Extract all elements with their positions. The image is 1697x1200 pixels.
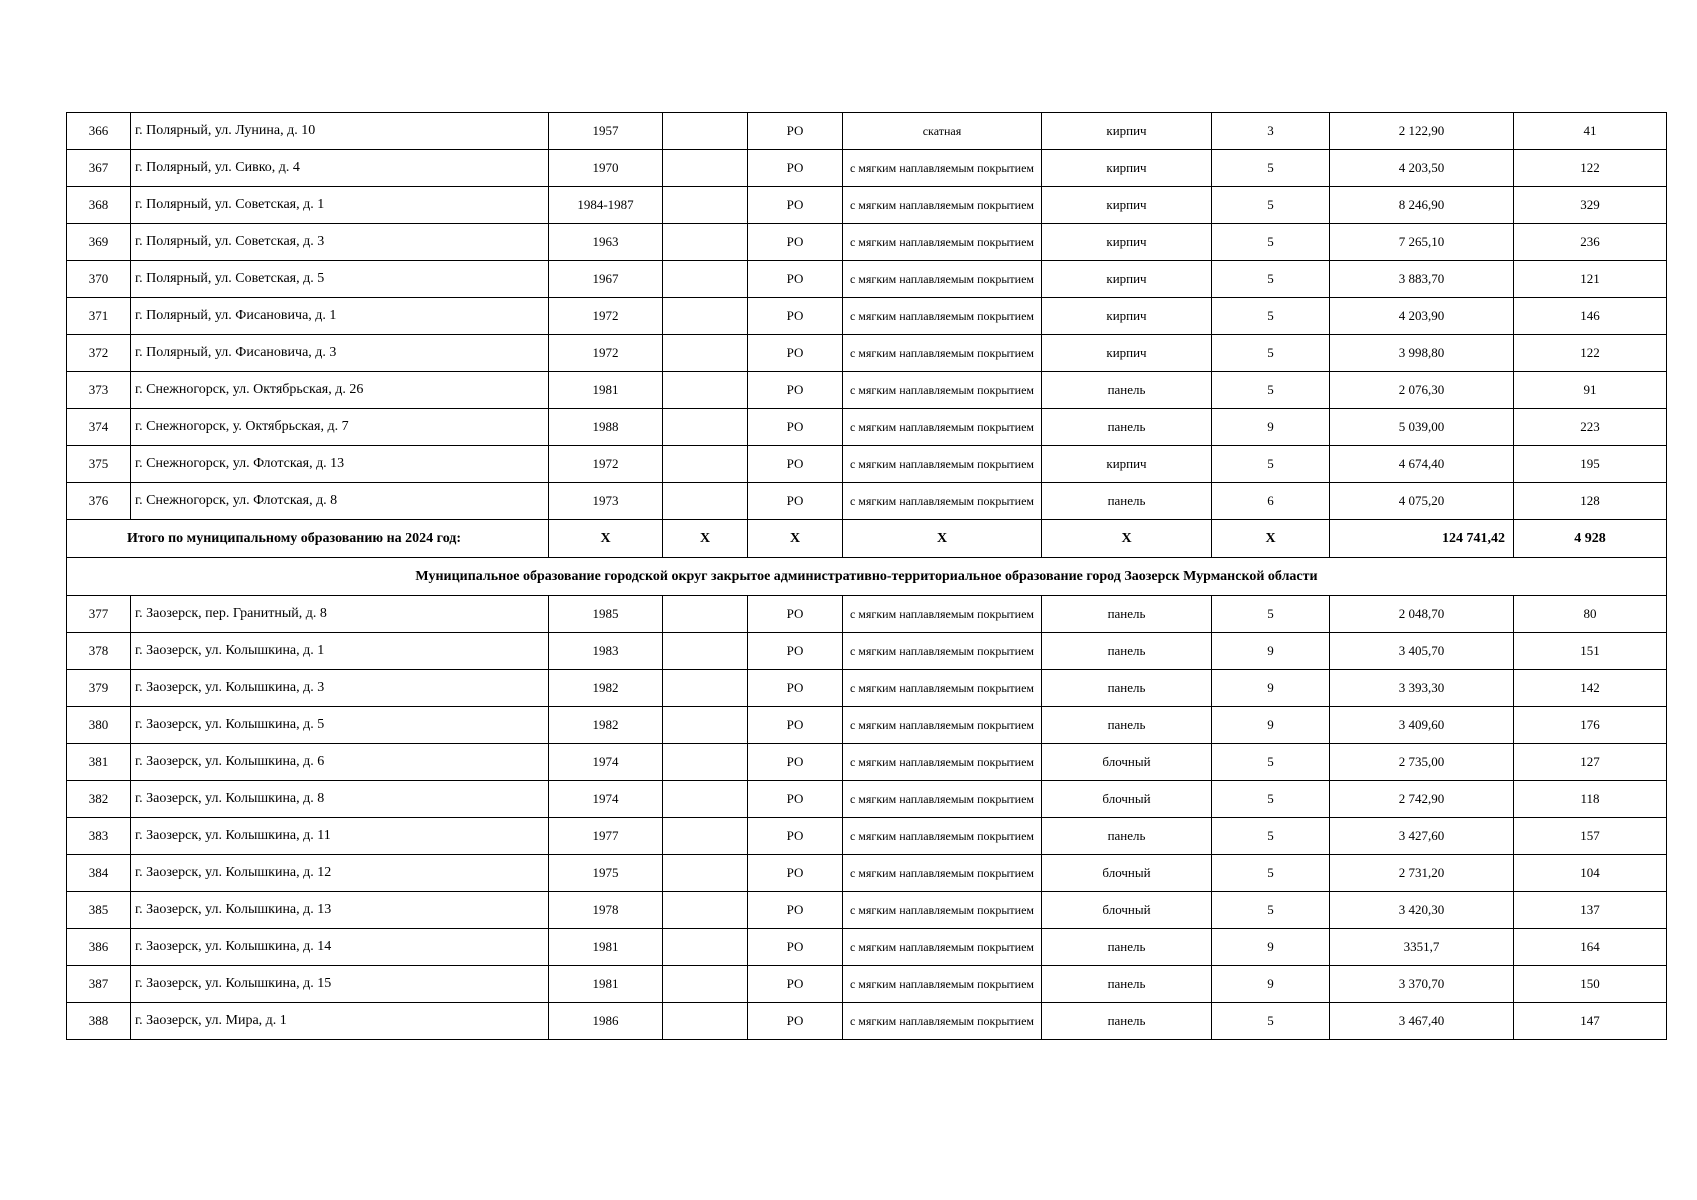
fund-cell: РО	[748, 855, 843, 892]
wall-material-cell: кирпич	[1042, 187, 1212, 224]
row-number: 366	[67, 113, 131, 150]
roof-type-cell: с мягким наплавляемым покрытием	[843, 483, 1042, 520]
roof-type-cell: с мягким наплавляемым покрытием	[843, 187, 1042, 224]
table-row	[67, 781, 1667, 818]
roof-type-cell: с мягким наплавляемым покрытием	[843, 409, 1042, 446]
area-cell: 2 742,90	[1330, 781, 1514, 818]
fund-cell: РО	[748, 670, 843, 707]
residents-cell: 122	[1514, 150, 1667, 187]
residents-cell: 121	[1514, 261, 1667, 298]
year-cell: 1986	[549, 1003, 663, 1040]
area-cell: 4 075,20	[1330, 483, 1514, 520]
table-row	[67, 707, 1667, 744]
floors-cell: 5	[1212, 224, 1330, 261]
year-cell: 1981	[549, 966, 663, 1003]
address-cell: г. Полярный, ул. Лунина, д. 10	[131, 113, 549, 150]
extra-cell	[663, 1003, 748, 1040]
table-row	[67, 966, 1667, 1003]
row-number: 380	[67, 707, 131, 744]
roof-type-cell: скатная	[843, 113, 1042, 150]
extra-cell	[663, 633, 748, 670]
table-row	[67, 187, 1667, 224]
year-cell: 1967	[549, 261, 663, 298]
table-row	[67, 372, 1667, 409]
area-cell: 3 420,30	[1330, 892, 1514, 929]
address-cell: г. Заозерск, ул. Колышкина, д. 5	[131, 707, 549, 744]
table-body-upper	[67, 113, 1667, 520]
fund-cell: РО	[748, 744, 843, 781]
table-row	[67, 929, 1667, 966]
roof-type-cell: с мягким наплавляемым покрытием	[843, 1003, 1042, 1040]
fund-cell: РО	[748, 113, 843, 150]
residents-cell: 80	[1514, 596, 1667, 633]
address-cell: г. Полярный, ул. Советская, д. 3	[131, 224, 549, 261]
floors-cell: 5	[1212, 335, 1330, 372]
residents-cell: 236	[1514, 224, 1667, 261]
wall-material-cell: блочный	[1042, 744, 1212, 781]
fund-cell: РО	[748, 261, 843, 298]
area-cell: 2 735,00	[1330, 744, 1514, 781]
roof-type-cell: с мягким наплавляемым покрытием	[843, 781, 1042, 818]
wall-material-cell: блочный	[1042, 781, 1212, 818]
floors-cell: 9	[1212, 633, 1330, 670]
extra-cell	[663, 298, 748, 335]
wall-material-cell: панель	[1042, 1003, 1212, 1040]
residents-cell: 157	[1514, 818, 1667, 855]
area-cell: 3 393,30	[1330, 670, 1514, 707]
row-number: 375	[67, 446, 131, 483]
residents-cell: 176	[1514, 707, 1667, 744]
address-cell: г. Заозерск, ул. Колышкина, д. 1	[131, 633, 549, 670]
fund-cell: РО	[748, 187, 843, 224]
row-number: 378	[67, 633, 131, 670]
wall-material-cell: панель	[1042, 707, 1212, 744]
area-cell: 3 467,40	[1330, 1003, 1514, 1040]
floors-cell: 9	[1212, 707, 1330, 744]
total-x-floors: X	[1212, 520, 1330, 558]
area-cell: 2 048,70	[1330, 596, 1514, 633]
roof-type-cell: с мягким наплавляемым покрытием	[843, 335, 1042, 372]
extra-cell	[663, 335, 748, 372]
area-cell: 3351,7	[1330, 929, 1514, 966]
area-cell: 4 674,40	[1330, 446, 1514, 483]
area-cell: 2 731,20	[1330, 855, 1514, 892]
floors-cell: 5	[1212, 372, 1330, 409]
residents-cell: 41	[1514, 113, 1667, 150]
roof-type-cell: с мягким наплавляемым покрытием	[843, 446, 1042, 483]
area-cell: 7 265,10	[1330, 224, 1514, 261]
extra-cell	[663, 670, 748, 707]
residents-cell: 122	[1514, 335, 1667, 372]
address-cell: г. Заозерск, ул. Колышкина, д. 15	[131, 966, 549, 1003]
wall-material-cell: кирпич	[1042, 113, 1212, 150]
year-cell: 1957	[549, 113, 663, 150]
year-cell: 1970	[549, 150, 663, 187]
row-number: 369	[67, 224, 131, 261]
row-number: 381	[67, 744, 131, 781]
roof-type-cell: с мягким наплавляемым покрытием	[843, 261, 1042, 298]
roof-type-cell: с мягким наплавляемым покрытием	[843, 707, 1042, 744]
table-row	[67, 150, 1667, 187]
row-number: 385	[67, 892, 131, 929]
fund-cell: РО	[748, 335, 843, 372]
fund-cell: РО	[748, 150, 843, 187]
table-row	[67, 483, 1667, 520]
extra-cell	[663, 113, 748, 150]
extra-cell	[663, 446, 748, 483]
roof-type-cell: с мягким наплавляемым покрытием	[843, 150, 1042, 187]
residents-cell: 195	[1514, 446, 1667, 483]
section-header-row	[67, 558, 1667, 596]
roof-type-cell: с мягким наплавляемым покрытием	[843, 596, 1042, 633]
total-x-year: X	[549, 520, 663, 558]
area-cell: 4 203,90	[1330, 298, 1514, 335]
total-area: 124 741,42	[1330, 520, 1514, 558]
fund-cell: РО	[748, 892, 843, 929]
floors-cell: 3	[1212, 113, 1330, 150]
floors-cell: 9	[1212, 966, 1330, 1003]
residents-cell: 147	[1514, 1003, 1667, 1040]
table-row	[67, 744, 1667, 781]
address-cell: г. Заозерск, ул. Колышкина, д. 8	[131, 781, 549, 818]
fund-cell: РО	[748, 818, 843, 855]
residents-cell: 104	[1514, 855, 1667, 892]
residents-cell: 164	[1514, 929, 1667, 966]
floors-cell: 5	[1212, 150, 1330, 187]
roof-type-cell: с мягким наплавляемым покрытием	[843, 224, 1042, 261]
row-number: 373	[67, 372, 131, 409]
floors-cell: 5	[1212, 744, 1330, 781]
fund-cell: РО	[748, 929, 843, 966]
row-number: 371	[67, 298, 131, 335]
fund-cell: РО	[748, 1003, 843, 1040]
table-body-total	[67, 520, 1667, 596]
address-cell: г. Полярный, ул. Фисановича, д. 3	[131, 335, 549, 372]
year-cell: 1981	[549, 372, 663, 409]
extra-cell	[663, 187, 748, 224]
wall-material-cell: кирпич	[1042, 150, 1212, 187]
area-cell: 3 409,60	[1330, 707, 1514, 744]
address-cell: г. Снежногорск, ул. Октябрьская, д. 26	[131, 372, 549, 409]
table-row	[67, 670, 1667, 707]
row-number: 387	[67, 966, 131, 1003]
address-cell: г. Заозерск, ул. Колышкина, д. 13	[131, 892, 549, 929]
fund-cell: РО	[748, 224, 843, 261]
fund-cell: РО	[748, 707, 843, 744]
wall-material-cell: панель	[1042, 929, 1212, 966]
fund-cell: РО	[748, 633, 843, 670]
extra-cell	[663, 409, 748, 446]
total-label: Итого по муниципальному образованию на 2024 год:	[67, 520, 549, 558]
wall-material-cell: блочный	[1042, 855, 1212, 892]
wall-material-cell: панель	[1042, 633, 1212, 670]
floors-cell: 9	[1212, 409, 1330, 446]
year-cell: 1974	[549, 744, 663, 781]
address-cell: г. Заозерск, ул. Мира, д. 1	[131, 1003, 549, 1040]
address-cell: г. Снежногорск, ул. Флотская, д. 13	[131, 446, 549, 483]
fund-cell: РО	[748, 446, 843, 483]
residents-cell: 146	[1514, 298, 1667, 335]
residents-cell: 142	[1514, 670, 1667, 707]
address-cell: г. Заозерск, ул. Колышкина, д. 14	[131, 929, 549, 966]
floors-cell: 9	[1212, 929, 1330, 966]
row-number: 372	[67, 335, 131, 372]
total-x-wall: X	[1042, 520, 1212, 558]
year-cell: 1978	[549, 892, 663, 929]
roof-type-cell: с мягким наплавляемым покрытием	[843, 298, 1042, 335]
roof-type-cell: с мягким наплавляемым покрытием	[843, 966, 1042, 1003]
floors-cell: 5	[1212, 781, 1330, 818]
wall-material-cell: блочный	[1042, 892, 1212, 929]
floors-cell: 5	[1212, 596, 1330, 633]
year-cell: 1983	[549, 633, 663, 670]
total-residents: 4 928	[1514, 520, 1667, 558]
residents-cell: 128	[1514, 483, 1667, 520]
extra-cell	[663, 781, 748, 818]
extra-cell	[663, 372, 748, 409]
residents-cell: 127	[1514, 744, 1667, 781]
year-cell: 1972	[549, 298, 663, 335]
address-cell: г. Снежногорск, ул. Флотская, д. 8	[131, 483, 549, 520]
wall-material-cell: кирпич	[1042, 224, 1212, 261]
residents-cell: 329	[1514, 187, 1667, 224]
roof-type-cell: с мягким наплавляемым покрытием	[843, 372, 1042, 409]
address-cell: г. Полярный, ул. Советская, д. 1	[131, 187, 549, 224]
fund-cell: РО	[748, 966, 843, 1003]
address-cell: г. Полярный, ул. Советская, д. 5	[131, 261, 549, 298]
floors-cell: 5	[1212, 1003, 1330, 1040]
area-cell: 5 039,00	[1330, 409, 1514, 446]
residents-cell: 137	[1514, 892, 1667, 929]
fund-cell: РО	[748, 372, 843, 409]
area-cell: 2 122,90	[1330, 113, 1514, 150]
address-cell: г. Заозерск, ул. Колышкина, д. 12	[131, 855, 549, 892]
wall-material-cell: кирпич	[1042, 261, 1212, 298]
extra-cell	[663, 483, 748, 520]
year-cell: 1981	[549, 929, 663, 966]
row-number: 379	[67, 670, 131, 707]
wall-material-cell: кирпич	[1042, 298, 1212, 335]
year-cell: 1982	[549, 707, 663, 744]
total-row	[67, 520, 1667, 558]
total-x-roof: X	[843, 520, 1042, 558]
row-number: 388	[67, 1003, 131, 1040]
year-cell: 1972	[549, 335, 663, 372]
table-row	[67, 261, 1667, 298]
table-row	[67, 335, 1667, 372]
floors-cell: 6	[1212, 483, 1330, 520]
fund-cell: РО	[748, 409, 843, 446]
wall-material-cell: панель	[1042, 670, 1212, 707]
extra-cell	[663, 150, 748, 187]
address-cell: г. Заозерск, ул. Колышкина, д. 6	[131, 744, 549, 781]
row-number: 376	[67, 483, 131, 520]
table-row	[67, 409, 1667, 446]
row-number: 386	[67, 929, 131, 966]
roof-type-cell: с мягким наплавляемым покрытием	[843, 633, 1042, 670]
area-cell: 3 998,80	[1330, 335, 1514, 372]
floors-cell: 5	[1212, 855, 1330, 892]
area-cell: 4 203,50	[1330, 150, 1514, 187]
table-row	[67, 298, 1667, 335]
floors-cell: 5	[1212, 446, 1330, 483]
area-cell: 3 427,60	[1330, 818, 1514, 855]
address-cell: г. Снежногорск, у. Октябрьская, д. 7	[131, 409, 549, 446]
wall-material-cell: панель	[1042, 409, 1212, 446]
wall-material-cell: панель	[1042, 483, 1212, 520]
row-number: 384	[67, 855, 131, 892]
roof-type-cell: с мягким наплавляемым покрытием	[843, 744, 1042, 781]
residents-cell: 151	[1514, 633, 1667, 670]
extra-cell	[663, 966, 748, 1003]
year-cell: 1963	[549, 224, 663, 261]
fund-cell: РО	[748, 596, 843, 633]
roof-type-cell: с мягким наплавляемым покрытием	[843, 818, 1042, 855]
row-number: 377	[67, 596, 131, 633]
extra-cell	[663, 818, 748, 855]
roof-type-cell: с мягким наплавляемым покрытием	[843, 855, 1042, 892]
floors-cell: 5	[1212, 892, 1330, 929]
table-row	[67, 1003, 1667, 1040]
year-cell: 1975	[549, 855, 663, 892]
area-cell: 3 883,70	[1330, 261, 1514, 298]
fund-cell: РО	[748, 483, 843, 520]
address-cell: г. Заозерск, ул. Колышкина, д. 3	[131, 670, 549, 707]
year-cell: 1982	[549, 670, 663, 707]
row-number: 368	[67, 187, 131, 224]
total-x-extra: X	[663, 520, 748, 558]
year-cell: 1984-1987	[549, 187, 663, 224]
extra-cell	[663, 224, 748, 261]
year-cell: 1973	[549, 483, 663, 520]
table-row	[67, 633, 1667, 670]
fund-cell: РО	[748, 781, 843, 818]
residents-cell: 91	[1514, 372, 1667, 409]
housing-register-table	[66, 112, 1667, 1040]
floors-cell: 5	[1212, 187, 1330, 224]
year-cell: 1972	[549, 446, 663, 483]
extra-cell	[663, 892, 748, 929]
floors-cell: 5	[1212, 298, 1330, 335]
year-cell: 1988	[549, 409, 663, 446]
total-x-fund: X	[748, 520, 843, 558]
table-row	[67, 446, 1667, 483]
row-number: 374	[67, 409, 131, 446]
area-cell: 3 405,70	[1330, 633, 1514, 670]
residents-cell: 118	[1514, 781, 1667, 818]
wall-material-cell: панель	[1042, 818, 1212, 855]
row-number: 382	[67, 781, 131, 818]
residents-cell: 223	[1514, 409, 1667, 446]
extra-cell	[663, 596, 748, 633]
wall-material-cell: кирпич	[1042, 446, 1212, 483]
section-title: Муниципальное образование городской округ закрытое административно-территориальное образование город Заозерск Мурманской области	[67, 558, 1667, 596]
row-number: 370	[67, 261, 131, 298]
row-number: 383	[67, 818, 131, 855]
floors-cell: 5	[1212, 261, 1330, 298]
extra-cell	[663, 744, 748, 781]
floors-cell: 9	[1212, 670, 1330, 707]
extra-cell	[663, 929, 748, 966]
wall-material-cell: кирпич	[1042, 335, 1212, 372]
wall-material-cell: панель	[1042, 966, 1212, 1003]
table-row	[67, 596, 1667, 633]
table-row	[67, 855, 1667, 892]
area-cell: 8 246,90	[1330, 187, 1514, 224]
floors-cell: 5	[1212, 818, 1330, 855]
roof-type-cell: с мягким наплавляемым покрытием	[843, 670, 1042, 707]
residents-cell: 150	[1514, 966, 1667, 1003]
extra-cell	[663, 855, 748, 892]
address-cell: г. Заозерск, пер. Гранитный, д. 8	[131, 596, 549, 633]
area-cell: 2 076,30	[1330, 372, 1514, 409]
area-cell: 3 370,70	[1330, 966, 1514, 1003]
address-cell: г. Заозерск, ул. Колышкина, д. 11	[131, 818, 549, 855]
wall-material-cell: панель	[1042, 372, 1212, 409]
roof-type-cell: с мягким наплавляемым покрытием	[843, 929, 1042, 966]
row-number: 367	[67, 150, 131, 187]
year-cell: 1977	[549, 818, 663, 855]
table-row	[67, 892, 1667, 929]
fund-cell: РО	[748, 298, 843, 335]
wall-material-cell: панель	[1042, 596, 1212, 633]
address-cell: г. Полярный, ул. Фисановича, д. 1	[131, 298, 549, 335]
year-cell: 1985	[549, 596, 663, 633]
year-cell: 1974	[549, 781, 663, 818]
table-row	[67, 113, 1667, 150]
table-body-lower	[67, 596, 1667, 1040]
table-row	[67, 818, 1667, 855]
table-row	[67, 224, 1667, 261]
roof-type-cell: с мягким наплавляемым покрытием	[843, 892, 1042, 929]
extra-cell	[663, 707, 748, 744]
address-cell: г. Полярный, ул. Сивко, д. 4	[131, 150, 549, 187]
extra-cell	[663, 261, 748, 298]
